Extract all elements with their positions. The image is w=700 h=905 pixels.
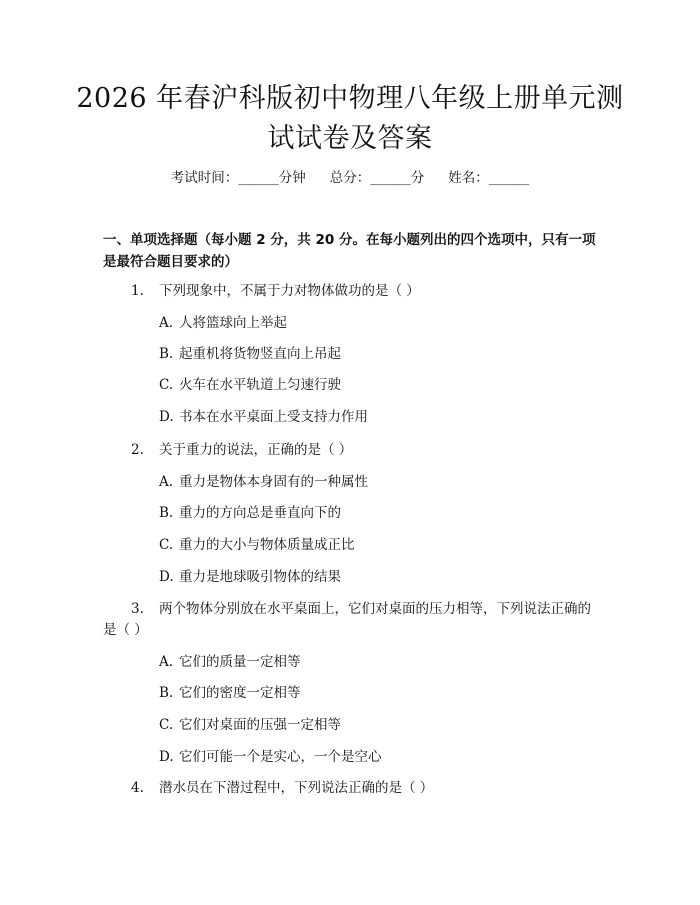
option-letter: A. xyxy=(159,315,174,331)
option-text: 它们可能一个是实心，一个是空心 xyxy=(179,749,382,765)
total-score-field: 总分：______分 xyxy=(329,170,425,186)
option-letter: B. xyxy=(159,346,174,362)
question-text: 两个物体分别放在水平桌面上，它们对桌面的压力相等，下列说法正确的 xyxy=(159,601,591,617)
option-text: 重力是物体本身固有的一种属性 xyxy=(179,474,368,490)
question-text: 下列现象中，不属于力对物体做功的是（ ） xyxy=(159,283,420,299)
option-letter: C. xyxy=(159,537,174,553)
option-text: 它们对桌面的压强一定相等 xyxy=(179,717,341,733)
question-text-continuation: 是（ ） xyxy=(103,622,148,638)
option-text: 重力是地球吸引物体的结果 xyxy=(179,569,341,585)
option-letter: D. xyxy=(159,409,174,425)
question-text: 潜水员在下潜过程中，下列说法正确的是（ ） xyxy=(159,780,434,796)
option-letter: A. xyxy=(159,474,174,490)
exam-time-field: 考试时间：______分钟 xyxy=(170,170,306,186)
question-number: 4. xyxy=(131,780,144,796)
exam-info-line xyxy=(0,168,700,188)
option-letter: D. xyxy=(159,749,174,765)
question-number: 1. xyxy=(131,283,144,299)
option-text: 它们的密度一定相等 xyxy=(179,685,301,701)
option-letter: B. xyxy=(159,505,174,521)
exam-title-line-2: 试试卷及答案 xyxy=(267,123,433,154)
option-text: 重力的大小与物体质量成正比 xyxy=(179,537,355,553)
option-text: 它们的质量一定相等 xyxy=(179,654,301,670)
option-letter: D. xyxy=(159,569,174,585)
question-number: 2. xyxy=(131,442,144,458)
option-letter: B. xyxy=(159,685,174,701)
exam-title-line-1: 2026 年春沪科版初中物理八年级上册单元测 xyxy=(76,83,624,114)
option-text: 人将篮球向上举起 xyxy=(179,315,287,331)
question-text: 关于重力的说法，正确的是（ ） xyxy=(159,442,353,458)
section-heading-line-1: 一、单项选择题（每小题 2 分，共 20 分。在每小题列出的四个选项中，只有一项 xyxy=(103,232,596,248)
option-letter: C. xyxy=(159,717,174,733)
option-letter: C. xyxy=(159,377,174,393)
option-letter: A. xyxy=(159,654,174,670)
student-name-field: 姓名：______ xyxy=(448,170,530,186)
option-text: 起重机将货物竖直向上吊起 xyxy=(179,346,341,362)
option-text: 火车在水平轨道上匀速行驶 xyxy=(179,377,341,393)
section-heading-line-2: 是最符合题目要求的） xyxy=(103,254,238,270)
option-text: 书本在水平桌面上受支持力作用 xyxy=(179,409,368,425)
option-text: 重力的方向总是垂直向下的 xyxy=(179,505,341,521)
question-number: 3. xyxy=(131,601,144,617)
